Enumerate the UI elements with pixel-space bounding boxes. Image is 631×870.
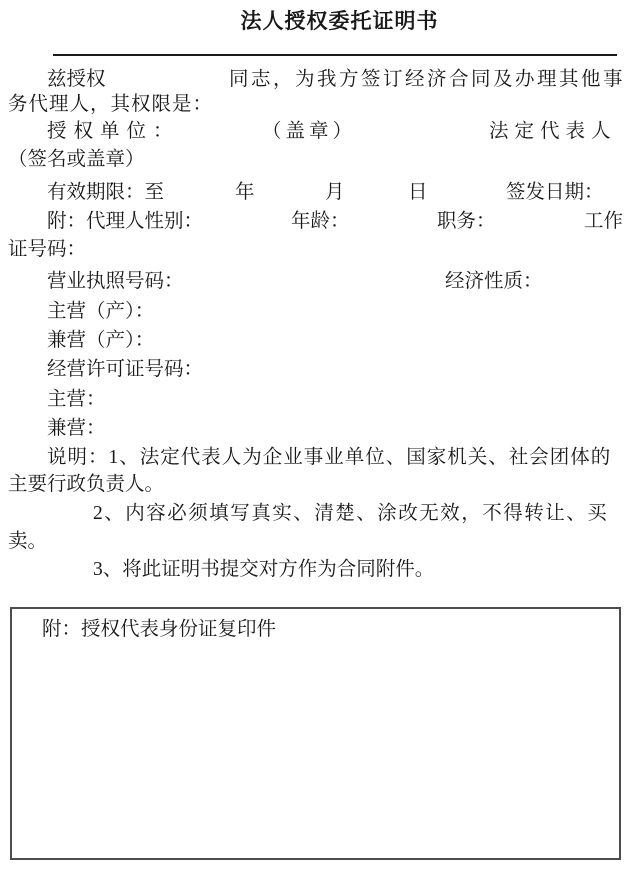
authorize-cont-text: 务代理人，其权限是： bbox=[8, 94, 214, 115]
agent-work-label: 工作 bbox=[584, 211, 624, 232]
line-note-2 bbox=[0, 502, 631, 526]
top-divider bbox=[53, 54, 617, 56]
line-side-product bbox=[0, 329, 631, 353]
side-label: 兼营： bbox=[47, 418, 106, 439]
side-product-label: 兼营（产）： bbox=[47, 330, 155, 351]
validity-label: 有效期限：至 bbox=[47, 182, 165, 203]
line-agent-cont bbox=[0, 238, 631, 262]
line-note-3 bbox=[0, 558, 631, 582]
line-permit bbox=[0, 358, 631, 382]
business-license-label: 营业执照号码： bbox=[47, 271, 184, 292]
unit-label: 授权单位： bbox=[47, 121, 180, 142]
year-label: 年 bbox=[235, 182, 255, 203]
line-note-1 bbox=[0, 446, 631, 470]
authorize-prefix-label: 兹授权 bbox=[47, 69, 106, 90]
main-product-label: 主营（产）： bbox=[47, 301, 155, 322]
line-main bbox=[0, 388, 631, 412]
line-validity bbox=[0, 181, 631, 205]
agent-gender-label: 附：代理人性别： bbox=[47, 211, 204, 232]
legal-rep-label: 法定代表人 bbox=[489, 121, 617, 142]
main-label: 主营： bbox=[47, 389, 106, 410]
note-2-text: 2、内容必须填写真实、清楚、涂改无效，不得转让、买 bbox=[93, 503, 609, 524]
seal-label: （盖章） bbox=[262, 121, 357, 142]
agent-age-label: 年龄： bbox=[291, 211, 350, 232]
line-main-product bbox=[0, 300, 631, 324]
line-side bbox=[0, 417, 631, 441]
agent-position-label: 职务： bbox=[437, 211, 496, 232]
line-license bbox=[0, 270, 631, 294]
note-3-text: 3、将此证明书提交对方作为合同附件。 bbox=[93, 559, 435, 580]
sign-or-seal-label: （签名或盖章） bbox=[8, 149, 145, 170]
line-authorize bbox=[0, 68, 631, 92]
line-note-1-cont bbox=[0, 473, 631, 497]
authorize-text: 同志，为我方签订经济合同及办理其他事 bbox=[229, 69, 626, 90]
line-agent bbox=[0, 210, 631, 234]
line-authorize-cont bbox=[0, 93, 631, 117]
line-unit bbox=[0, 120, 631, 144]
attachment-box bbox=[10, 607, 621, 860]
economic-nature-label: 经济性质： bbox=[445, 271, 543, 292]
month-label: 月 bbox=[325, 182, 345, 203]
note-2-cont-text: 卖。 bbox=[8, 531, 48, 552]
note-1-cont-text: 主要行政负责人。 bbox=[8, 474, 165, 495]
document-title: 法人授权委托证明书 bbox=[240, 9, 439, 33]
line-note-2-cont bbox=[0, 530, 631, 554]
work-id-label: 证号码： bbox=[8, 239, 87, 260]
attachment-box-label: 附：授权代表身份证复印件 bbox=[42, 619, 277, 640]
issue-date-label: 签发日期： bbox=[506, 182, 604, 203]
day-label: 日 bbox=[408, 182, 428, 203]
permit-number-label: 经营许可证号码： bbox=[47, 359, 204, 380]
line-unit-cont bbox=[0, 148, 631, 172]
note-1-text: 说明：1、法定代表人为企业事业单位、国家机关、社会团体的 bbox=[47, 447, 612, 468]
